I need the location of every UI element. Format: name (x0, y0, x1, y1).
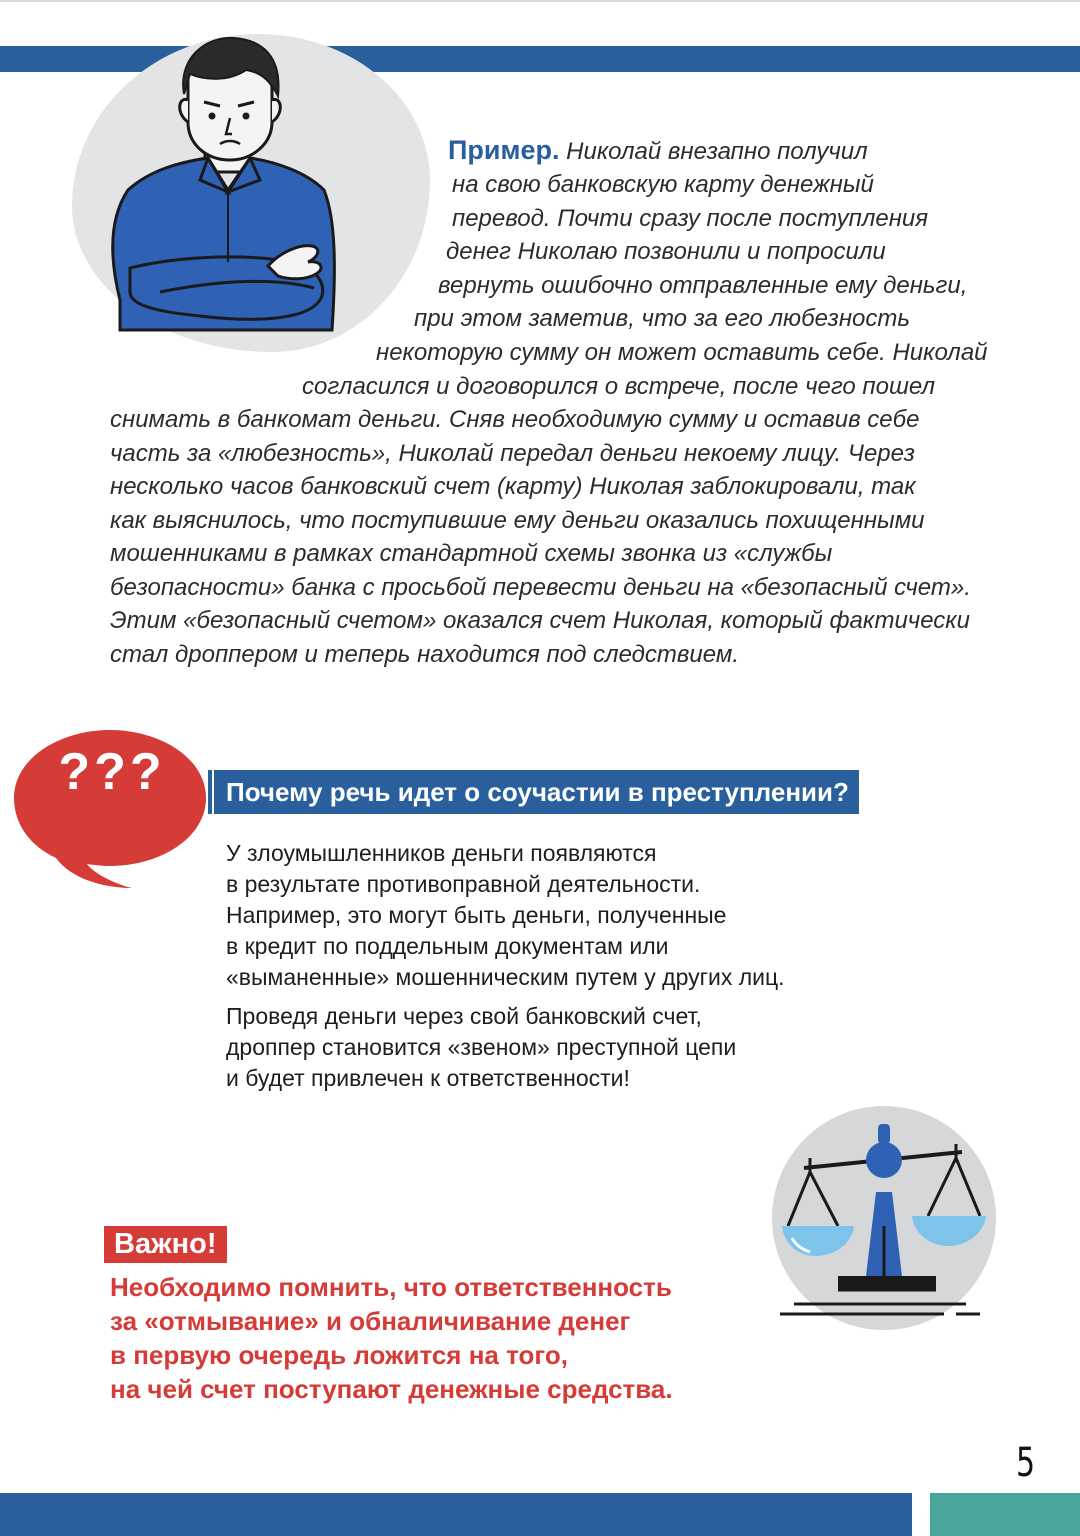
answer-paragraph-1: У злоумышленников деньги появляются в результате противоправной деятельности. Например, это могут быть деньги, полученные в кредит по поддельным документам или «выманенные» мошенническим путем у других лиц. (226, 840, 785, 990)
example-line: при этом заметив, что за его любезность (414, 305, 911, 332)
bottom-blue-band (0, 1493, 912, 1536)
example-line: мошенниками в рамках стандартной схемы звонка из «службы (110, 540, 833, 567)
page-number: 5 (1016, 1440, 1036, 1486)
top-divider-line (0, 0, 1080, 2)
person-illustration (100, 30, 350, 350)
bubble-question-marks: ??? (58, 743, 166, 801)
example-line: Николай внезапно получил (566, 138, 868, 165)
question-heading: Почему речь идет о соучастии в преступлении? (214, 770, 859, 814)
example-line: стал дроппером и теперь находится под следствием. (110, 641, 739, 668)
example-lead: Пример. (448, 135, 560, 165)
important-text: Необходимо помнить, что ответственность за «отмывание» и обналичивание денег в первую очередь ложится на того, на чей счет поступают денежные средства. (110, 1272, 673, 1404)
example-line: вернуть ошибочно отправленные ему деньги, (438, 272, 968, 299)
example-line: некоторую сумму он может оставить себе. Николай (376, 339, 988, 366)
example-line: часть за «любезность», Николай передал деньги некоему лицу. Через (110, 440, 915, 467)
example-line: согласился и договорился о встрече, после чего пошел (302, 373, 935, 400)
important-label: Важно! (104, 1226, 227, 1263)
bottom-teal-band (930, 1493, 1080, 1536)
answer-text (226, 838, 785, 1102)
example-line: как выяснилось, что поступившие ему деньги оказались похищенными (110, 507, 925, 534)
example-line: безопасности» банка с просьбой перевести деньги на «безопасный счет». (110, 574, 971, 601)
scales-icon (766, 1106, 996, 1336)
example-line: на свою банковскую карту денежный (452, 171, 874, 198)
example-line: Этим «безопасный счетом» оказался счет Николая, который фактически (110, 607, 970, 634)
example-line: несколько часов банковский счет (карту) Николая заблокировали, так (110, 473, 916, 500)
example-line: снимать в банкомат деньги. Сняв необходимую сумму и оставив себе (110, 406, 920, 433)
answer-paragraph-2: Проведя деньги через свой банковский счет, дроппер становится «звеном» преступной цепи и будет привлечен к ответственности! (226, 1003, 737, 1091)
example-line: денег Николаю позвонили и попросили (446, 238, 886, 265)
example-line: перевод. Почти сразу после поступления (452, 205, 929, 232)
